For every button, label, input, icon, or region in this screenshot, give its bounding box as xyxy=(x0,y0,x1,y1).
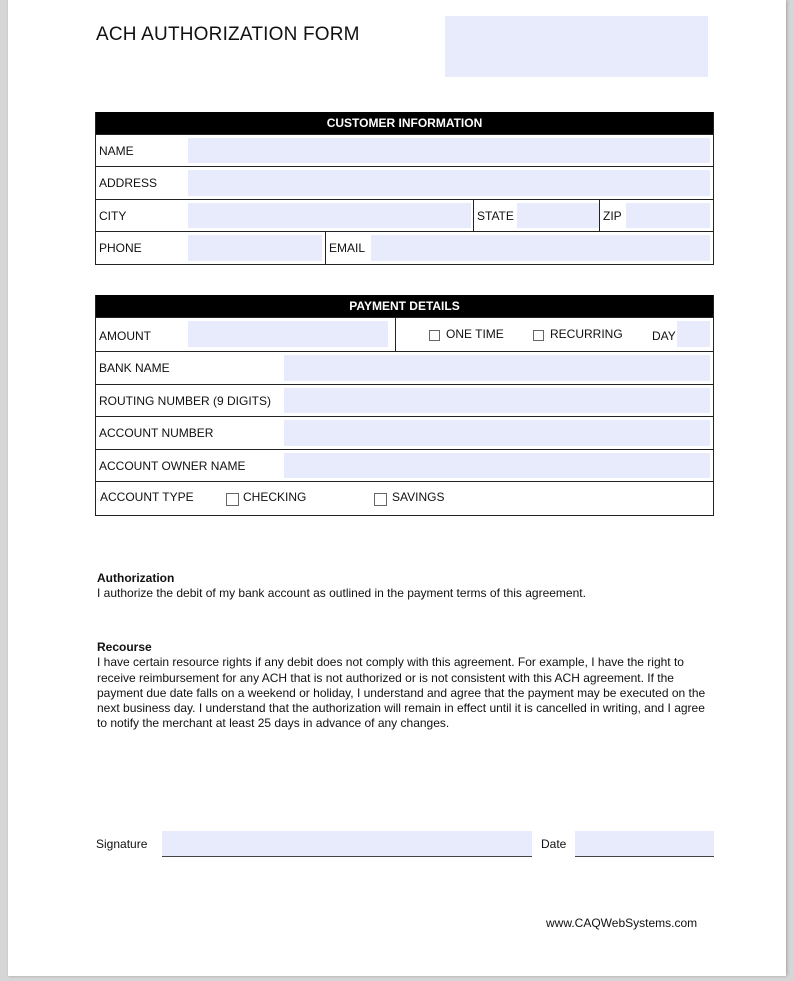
city-label: CITY xyxy=(99,209,127,223)
recourse-heading: Recourse xyxy=(97,640,152,654)
recourse-block xyxy=(97,640,717,732)
email-label: EMAIL xyxy=(329,241,366,255)
payment-details-section xyxy=(95,295,714,516)
checking-checkbox[interactable] xyxy=(226,493,239,506)
recurring-checkbox[interactable] xyxy=(533,330,544,341)
divider xyxy=(395,318,396,351)
city-state-zip-row xyxy=(96,199,713,231)
address-row xyxy=(96,166,713,199)
date-field[interactable] xyxy=(575,831,714,857)
city-field[interactable] xyxy=(188,203,471,228)
logo-field[interactable] xyxy=(445,16,708,77)
payment-details-heading: PAYMENT DETAILS xyxy=(96,295,713,317)
routing-number-field[interactable] xyxy=(284,388,710,413)
bank-name-row xyxy=(96,351,713,384)
customer-information-section xyxy=(95,112,714,265)
address-label: ADDRESS xyxy=(99,176,158,190)
amount-row xyxy=(96,317,713,351)
phone-email-row xyxy=(96,231,713,264)
authorization-heading: Authorization xyxy=(97,571,175,585)
account-number-label: ACCOUNT NUMBER xyxy=(99,426,214,440)
recourse-line: next business day. I understand that the authorization will remain in effect until it is cancelled in writing, and I agree xyxy=(97,701,705,716)
form-title: ACH AUTHORIZATION FORM xyxy=(96,24,360,45)
recourse-line: I have certain resource rights if any debit does not comply with this agreement. For example, I have the right to xyxy=(97,655,684,670)
account-owner-row xyxy=(96,449,713,481)
zip-label: ZIP xyxy=(603,209,622,223)
recourse-line: receive reimbursement for any ACH that is not authorized or is not consistent with this ACH agreement. If the xyxy=(97,670,674,685)
date-label: Date xyxy=(541,837,567,851)
savings-checkbox[interactable] xyxy=(374,493,387,506)
one-time-label: ONE TIME xyxy=(446,327,504,341)
address-field[interactable] xyxy=(188,170,710,196)
recourse-line: to notify the merchant at least 25 days in advance of any changes. xyxy=(97,716,450,731)
routing-number-label: ROUTING NUMBER (9 DIGITS) xyxy=(99,394,272,408)
recurring-label: RECURRING xyxy=(550,327,623,341)
phone-label: PHONE xyxy=(99,241,142,255)
name-label: NAME xyxy=(99,144,134,158)
authorization-text: I authorize the debit of my bank account as outlined in the payment terms of this agreement. xyxy=(97,586,586,601)
divider xyxy=(325,232,326,264)
one-time-checkbox[interactable] xyxy=(429,330,440,341)
state-field[interactable] xyxy=(517,203,599,228)
signature-label: Signature xyxy=(96,837,148,851)
phone-field[interactable] xyxy=(188,235,322,261)
day-label: DAY xyxy=(652,329,676,343)
account-type-row xyxy=(96,481,713,515)
checking-label: CHECKING xyxy=(243,490,307,504)
account-type-label: ACCOUNT TYPE xyxy=(100,490,194,504)
savings-label: SAVINGS xyxy=(392,490,445,504)
amount-field[interactable] xyxy=(188,321,388,347)
footer-website: www.CAQWebSystems.com xyxy=(546,916,698,930)
name-row xyxy=(96,134,713,166)
state-label: STATE xyxy=(477,209,514,223)
email-field[interactable] xyxy=(371,235,710,261)
account-number-row xyxy=(96,416,713,449)
name-field[interactable] xyxy=(188,138,710,163)
account-owner-field[interactable] xyxy=(284,453,710,478)
customer-information-heading: CUSTOMER INFORMATION xyxy=(96,112,713,134)
day-field[interactable] xyxy=(677,321,710,347)
divider xyxy=(599,200,600,231)
divider xyxy=(473,200,474,231)
zip-field[interactable] xyxy=(626,203,710,228)
bank-name-label: BANK NAME xyxy=(99,361,170,375)
signature-field[interactable] xyxy=(162,831,532,857)
amount-label: AMOUNT xyxy=(99,329,151,343)
routing-number-row xyxy=(96,384,713,416)
authorization-block xyxy=(97,571,717,602)
account-owner-label: ACCOUNT OWNER NAME xyxy=(99,459,246,473)
account-number-field[interactable] xyxy=(284,420,710,446)
bank-name-field[interactable] xyxy=(284,355,710,381)
recourse-line: payment due date falls on a weekend or holiday, I understand and agree that the payment may be executed on the xyxy=(97,685,706,700)
document-page xyxy=(8,0,786,976)
